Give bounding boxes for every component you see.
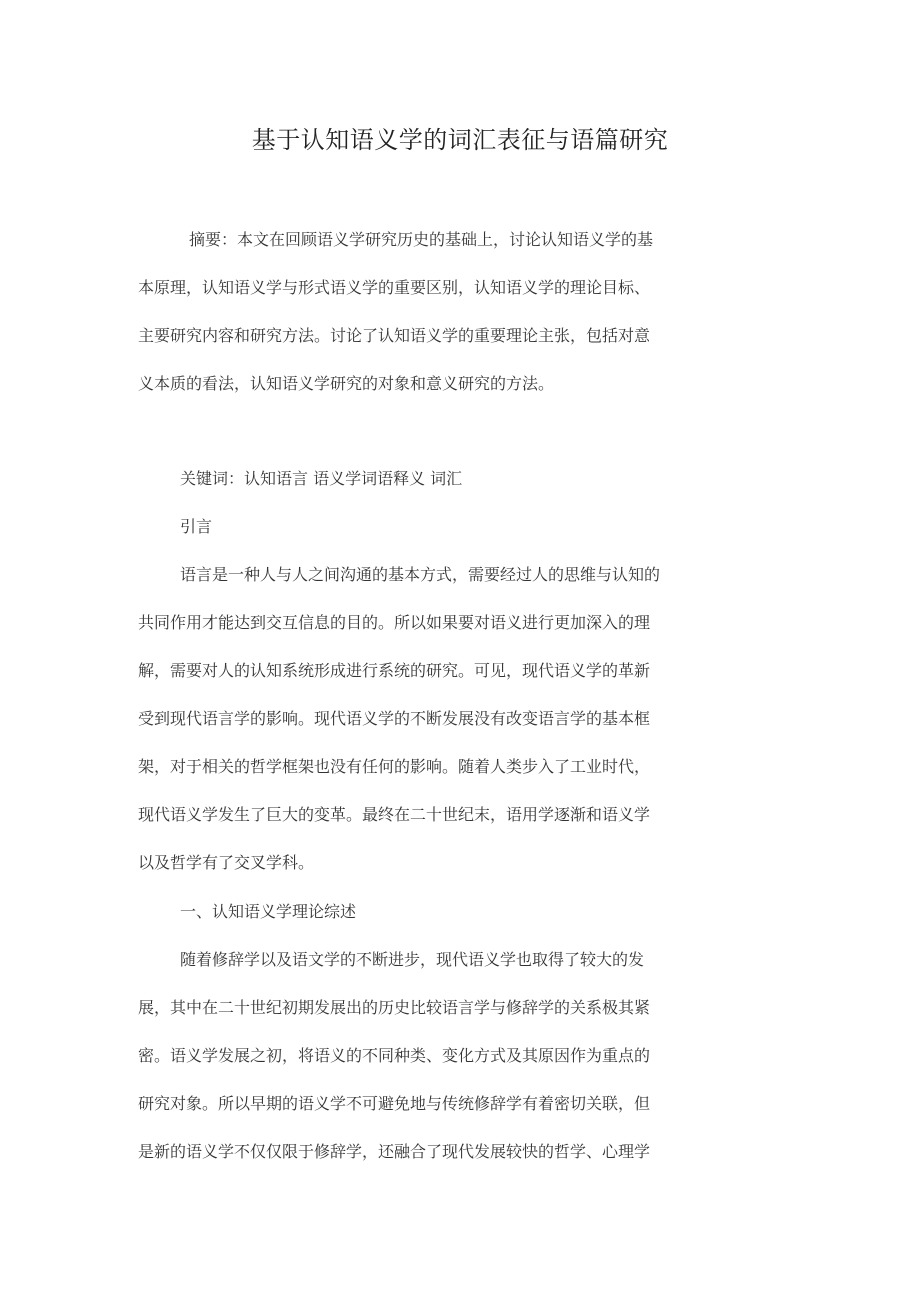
section1-line-1: 随着修辞学以及语文学的不断进步，现代语义学也取得了较大的发 — [180, 950, 645, 969]
intro-line-2: 共同作用才能达到交互信息的目的。所以如果要对语义进行更加深入的理 — [138, 613, 651, 632]
section1-line-5: 是新的语义学不仅仅限于修辞学，还融合了现代发展较快的哲学、心理学 — [138, 1142, 651, 1161]
intro-heading: 引言 — [180, 517, 213, 536]
intro-line-3: 解，需要对人的认知系统形成进行系统的研究。可见，现代语义学的革新 — [138, 661, 651, 680]
abstract-line-3: 主要研究内容和研究方法。讨论了认知语义学的重要理论主张，包括对意 — [138, 326, 651, 345]
section1-heading: 一、认知语义学理论综述 — [180, 902, 357, 921]
abstract-line-2: 本原理，认知语义学与形式语义学的重要区别，认知语义学的理论目标、 — [138, 278, 651, 297]
intro-line-7: 以及哲学有了交叉学科。 — [138, 853, 315, 872]
intro-line-5: 架，对于相关的哲学框架也没有任何的影响。随着人类步入了工业时代， — [138, 757, 651, 776]
section1-line-2: 展，其中在二十世纪初期发展出的历史比较语言学与修辞学的关系极其紧 — [138, 998, 651, 1017]
abstract-line-4: 义本质的看法，认知语义学研究的对象和意义研究的方法。 — [138, 374, 555, 393]
intro-line-4: 受到现代语言学的影响。现代语义学的不断发展没有改变语言学的基本框 — [138, 709, 651, 728]
abstract-line-1: 摘要：本文在回顾语义学研究历史的基础上，讨论认知语义学的基 — [189, 230, 654, 249]
intro-line-1: 语言是一种人与人之间沟通的基本方式，需要经过人的思维与认知的 — [180, 565, 661, 584]
section1-line-4: 研究对象。所以早期的语义学不可避免地与传统修辞学有着密切关联，但 — [138, 1094, 651, 1113]
section1-line-3: 密。语义学发展之初，将语义的不同种类、变化方式及其原因作为重点的 — [138, 1046, 651, 1065]
intro-line-6: 现代语义学发生了巨大的变革。最终在二十世纪末，语用学逐渐和语义学 — [138, 805, 651, 824]
document-title: 基于认知语义学的词汇表征与语篇研究 — [251, 126, 669, 154]
keywords-line: 关键词：认知语言 语义学词语释义 词汇 — [180, 469, 463, 488]
